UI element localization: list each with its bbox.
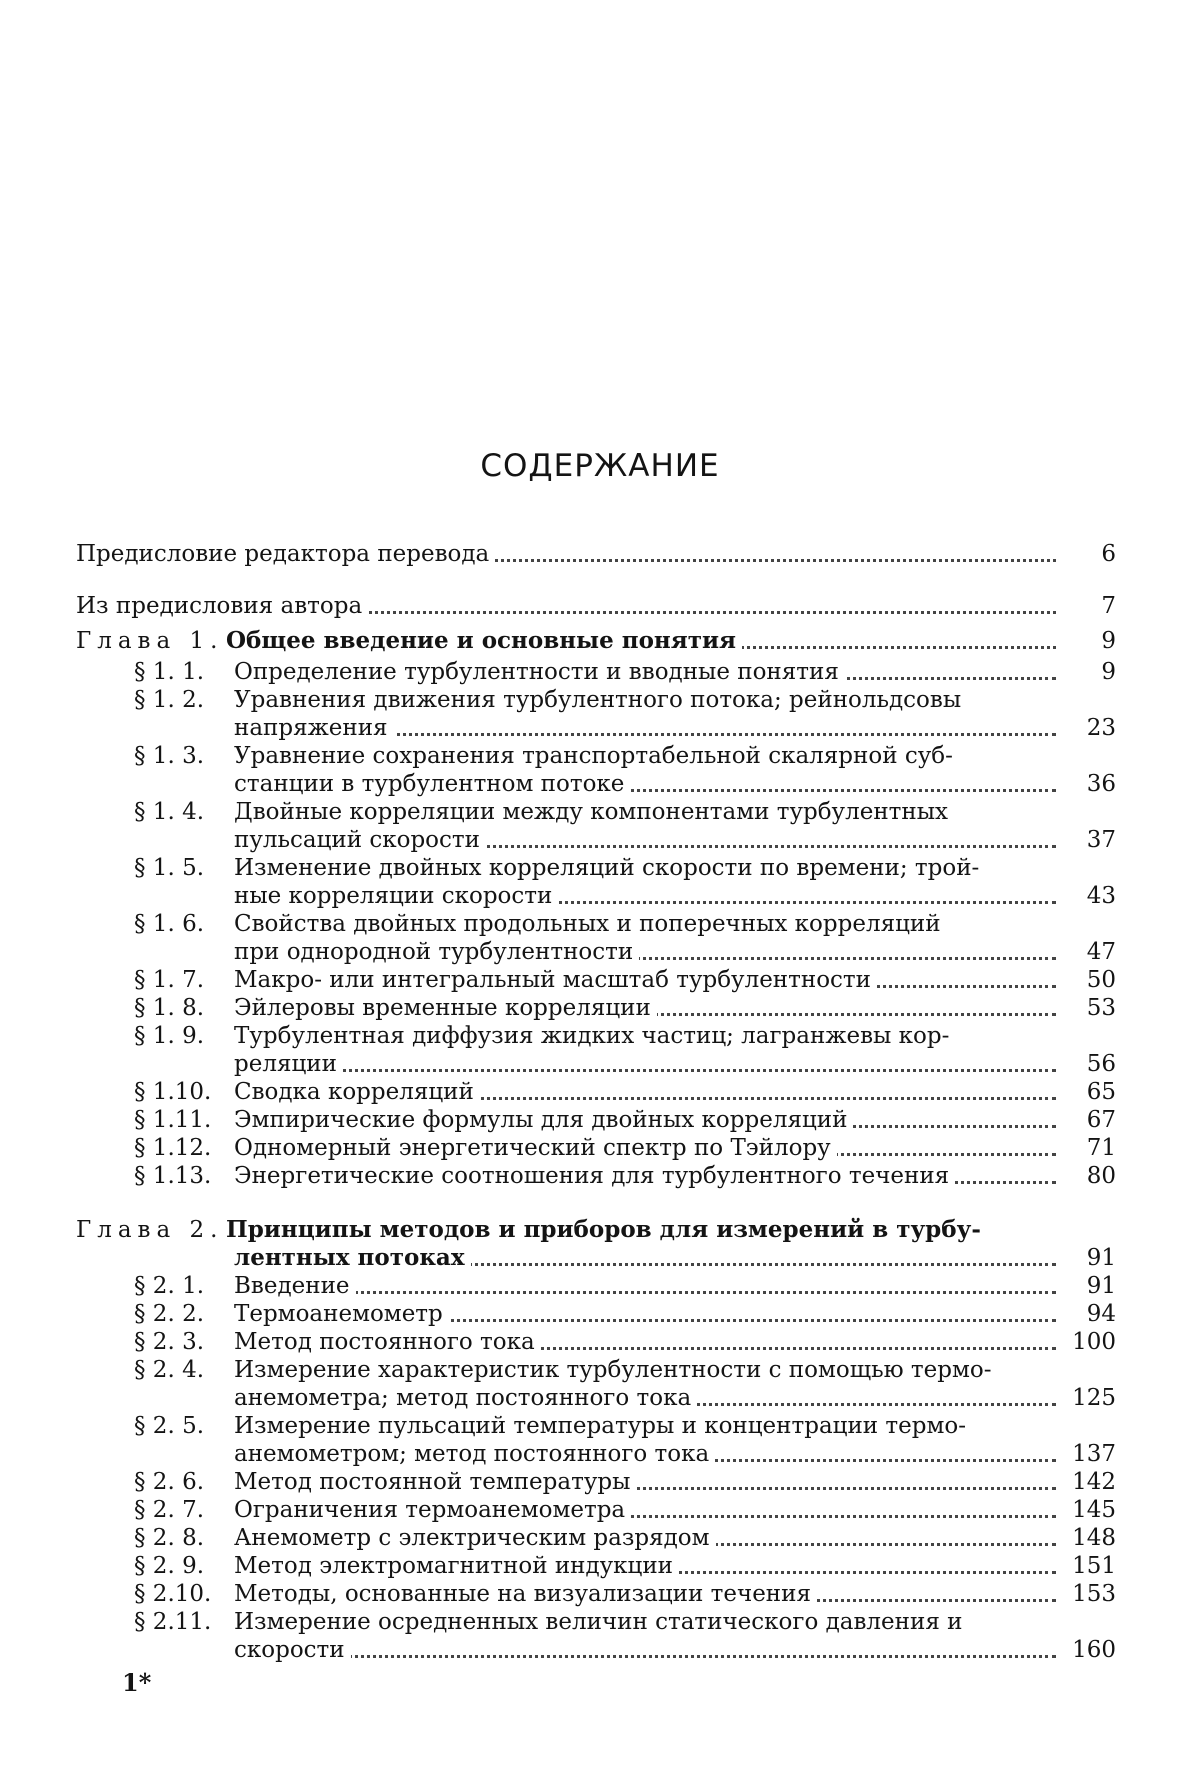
section-number: § 1. 3. <box>134 743 205 769</box>
toc-leader-line <box>76 1552 1116 1580</box>
section-entry <box>76 1524 1116 1552</box>
entry-text: Метод постоянной температуры <box>234 1468 636 1496</box>
toc-leader-line <box>76 1384 1116 1412</box>
entry-text: Ограничения термоанемометра <box>234 1496 631 1524</box>
dot-leader <box>234 1655 1056 1658</box>
toc-leader-line <box>76 1524 1116 1552</box>
section-number: § 1. 4. <box>134 799 205 825</box>
entry-text: Уравнения движения турбулентного потока; рейнольдсовы <box>234 687 962 713</box>
toc-leader-line <box>76 1272 1116 1300</box>
section-number: § 2.11. <box>134 1609 212 1635</box>
section-entry <box>76 1580 1116 1608</box>
section-body <box>234 1608 1116 1636</box>
page-number: 23 <box>1056 714 1116 742</box>
section-entry <box>76 658 1116 686</box>
section-number: § 2. 9. <box>134 1553 205 1579</box>
chapter-title: Общее введение и основные понятия <box>226 627 742 655</box>
page-number: 160 <box>1056 1636 1116 1664</box>
section-entry <box>76 854 1116 910</box>
chapter-label: Глава 1. <box>76 628 224 654</box>
page-number: 100 <box>1056 1328 1116 1356</box>
page-number: 91 <box>1056 1244 1116 1272</box>
entry-text: Свойства двойных продольных и поперечных корреляций <box>234 911 941 937</box>
page-title: СОДЕРЖАНИЕ <box>480 448 720 484</box>
section-entry <box>76 1412 1116 1468</box>
section-body <box>234 910 1116 938</box>
entry-text: Эйлеровы временные корреляции <box>234 994 657 1022</box>
section-number: § 2. 1. <box>134 1273 205 1299</box>
section-entry <box>76 1106 1116 1134</box>
entry-text: Макро- или интегральный масштаб турбулентности <box>234 966 877 994</box>
toc-leader-line <box>76 1162 1116 1190</box>
toc-leader-line <box>76 540 1116 568</box>
entry-text: Одномерный энергетический спектр по Тэйлору <box>234 1134 837 1162</box>
entry-text: Метод постоянного тока <box>234 1328 541 1356</box>
page-number: 43 <box>1056 882 1116 910</box>
entry-text: напряжения <box>234 714 394 742</box>
entry-text: Измерение осредненных величин статического давления и <box>234 1609 963 1635</box>
toc-leader-line <box>76 1078 1116 1106</box>
entry-text: Сводка корреляций <box>234 1078 480 1106</box>
section-entry <box>76 686 1116 742</box>
toc-leader-line <box>76 882 1116 910</box>
section-entry <box>76 910 1116 966</box>
toc-leader-line <box>76 627 1116 655</box>
section-body <box>234 742 1116 770</box>
entry-text: Методы, основанные на визуализации течения <box>234 1580 817 1608</box>
section-number: § 1.10. <box>134 1079 212 1105</box>
toc-entry <box>76 540 1116 568</box>
section-number: § 1. 1. <box>134 659 205 685</box>
entry-text: Анемометр с электрическим разрядом <box>234 1524 716 1552</box>
toc-leader-line <box>76 1440 1116 1468</box>
section-number: § 2. 3. <box>134 1329 205 1355</box>
entry-text: Предисловие редактора перевода <box>76 540 495 568</box>
entry-text: пульсаций скорости <box>234 826 486 854</box>
page-number: 125 <box>1056 1384 1116 1412</box>
page-number: 6 <box>1056 540 1116 568</box>
section-number: § 1. 9. <box>134 1023 205 1049</box>
toc-leader-line <box>76 1300 1116 1328</box>
section-entry <box>76 1328 1116 1356</box>
entry-text: анемометра; метод постоянного тока <box>234 1384 697 1412</box>
page-number: 137 <box>1056 1440 1116 1468</box>
toc-leader-line <box>76 1134 1116 1162</box>
section-body <box>234 686 1116 714</box>
page-number: 67 <box>1056 1106 1116 1134</box>
section-number: § 2. 7. <box>134 1497 205 1523</box>
section-entry <box>76 1272 1116 1300</box>
entry-text: Термоанемометр <box>234 1300 449 1328</box>
section-number: § 1. 5. <box>134 855 205 881</box>
entry-text: анемометром; метод постоянного тока <box>234 1440 715 1468</box>
section-body <box>234 1022 1116 1050</box>
entry-text: Уравнение сохранения транспортабельной скалярной суб- <box>234 743 953 769</box>
entry-text: при однородной турбулентности <box>234 938 639 966</box>
section-number: § 1.12. <box>134 1135 212 1161</box>
toc-leader-line <box>76 658 1116 686</box>
toc-leader-line <box>76 1328 1116 1356</box>
section-number: § 1.11. <box>134 1107 212 1133</box>
section-number: § 1. 2. <box>134 687 205 713</box>
entry-text: Введение <box>234 1272 356 1300</box>
page-number: 71 <box>1056 1134 1116 1162</box>
section-entry <box>76 1608 1116 1664</box>
section-entry <box>76 798 1116 854</box>
section-entry <box>76 742 1116 798</box>
dot-leader <box>234 1291 1056 1294</box>
page-number: 65 <box>1056 1078 1116 1106</box>
entry-text: Двойные корреляции между компонентами турбулентных <box>234 799 948 825</box>
chapter-heading <box>76 1216 1116 1272</box>
section-body <box>234 854 1116 882</box>
section-entry <box>76 1496 1116 1524</box>
page-number: 151 <box>1056 1552 1116 1580</box>
entry-text: станции в турбулентном потоке <box>234 770 630 798</box>
section-entry <box>76 1078 1116 1106</box>
section-number: § 1. 6. <box>134 911 205 937</box>
entry-text: Метод электромагнитной индукции <box>234 1552 679 1580</box>
page-number: 50 <box>1056 966 1116 994</box>
toc-leader-line <box>76 770 1116 798</box>
page-number: 9 <box>1056 658 1116 686</box>
entry-text: Турбулентная диффузия жидких частиц; лагранжевы кор- <box>234 1023 950 1049</box>
page-number: 80 <box>1056 1162 1116 1190</box>
page-number: 53 <box>1056 994 1116 1022</box>
toc-leader-line <box>76 994 1116 1022</box>
section-entry <box>76 1162 1116 1190</box>
toc-leader-line <box>76 1580 1116 1608</box>
section-number: § 1. 7. <box>134 967 205 993</box>
section-number: § 2.10. <box>134 1581 212 1607</box>
section-number: § 1. 8. <box>134 995 205 1021</box>
signature-mark: 1* <box>122 1668 152 1697</box>
page-number: 91 <box>1056 1272 1116 1300</box>
page-number: 94 <box>1056 1300 1116 1328</box>
section-entry <box>76 1134 1116 1162</box>
section-number: § 1.13. <box>134 1163 212 1189</box>
section-entry <box>76 1300 1116 1328</box>
chapter-title: Принципы методов и приборов для измерений в турбу- <box>226 1216 981 1243</box>
page-number: 148 <box>1056 1524 1116 1552</box>
chapter-title: лентных потоках <box>234 1244 471 1272</box>
section-number: § 2. 2. <box>134 1301 205 1327</box>
chapter-heading <box>76 627 1116 655</box>
page-number: 153 <box>1056 1580 1116 1608</box>
page-number: 142 <box>1056 1468 1116 1496</box>
page-number: 9 <box>1056 627 1116 655</box>
page-number: 7 <box>1056 592 1116 620</box>
section-body <box>234 798 1116 826</box>
entry-text: Изменение двойных корреляций скорости по времени; трой- <box>234 855 980 881</box>
section-number: § 2. 8. <box>134 1525 205 1551</box>
toc-leader-line <box>76 714 1116 742</box>
section-number: § 2. 5. <box>134 1413 205 1439</box>
page-number: 36 <box>1056 770 1116 798</box>
section-entry <box>76 1022 1116 1078</box>
entry-text: скорости <box>234 1636 351 1664</box>
toc-leader-line <box>76 1106 1116 1134</box>
section-entry <box>76 994 1116 1022</box>
section-body <box>234 1412 1116 1440</box>
entry-text: Определение турбулентности и вводные понятия <box>234 658 845 686</box>
toc-leader-line <box>76 938 1116 966</box>
entry-text: Эмпирические формулы для двойных корреляций <box>234 1106 853 1134</box>
entry-text: Измерение характеристик турбулентности с помощью термо- <box>234 1357 992 1383</box>
toc-leader-line <box>76 1636 1116 1664</box>
entry-text: реляции <box>234 1050 343 1078</box>
toc-leader-line <box>76 1468 1116 1496</box>
section-number: § 2. 6. <box>134 1469 205 1495</box>
toc-leader-line <box>76 592 1116 620</box>
section-entry <box>76 1468 1116 1496</box>
toc-entry <box>76 592 1116 620</box>
entry-text: ные корреляции скорости <box>234 882 558 910</box>
entry-text: Измерение пульсаций температуры и концентрации термо- <box>234 1413 966 1439</box>
toc-leader-line <box>76 1496 1116 1524</box>
toc-leader-line <box>76 1244 1116 1272</box>
page-number: 37 <box>1056 826 1116 854</box>
entry-text: Энергетические соотношения для турбулентного течения <box>234 1162 955 1190</box>
section-entry <box>76 1356 1116 1412</box>
chapter-label: Глава 2. <box>76 1217 224 1243</box>
entry-text: Из предисловия автора <box>76 592 368 620</box>
toc-leader-line <box>76 1050 1116 1078</box>
toc-leader-line <box>76 966 1116 994</box>
section-body <box>234 1356 1116 1384</box>
toc-leader-line <box>76 826 1116 854</box>
section-entry <box>76 1552 1116 1580</box>
page-number: 47 <box>1056 938 1116 966</box>
dot-leader <box>234 1069 1056 1072</box>
page-number: 56 <box>1056 1050 1116 1078</box>
section-number: § 2. 4. <box>134 1357 205 1383</box>
page-number: 145 <box>1056 1496 1116 1524</box>
section-entry <box>76 966 1116 994</box>
